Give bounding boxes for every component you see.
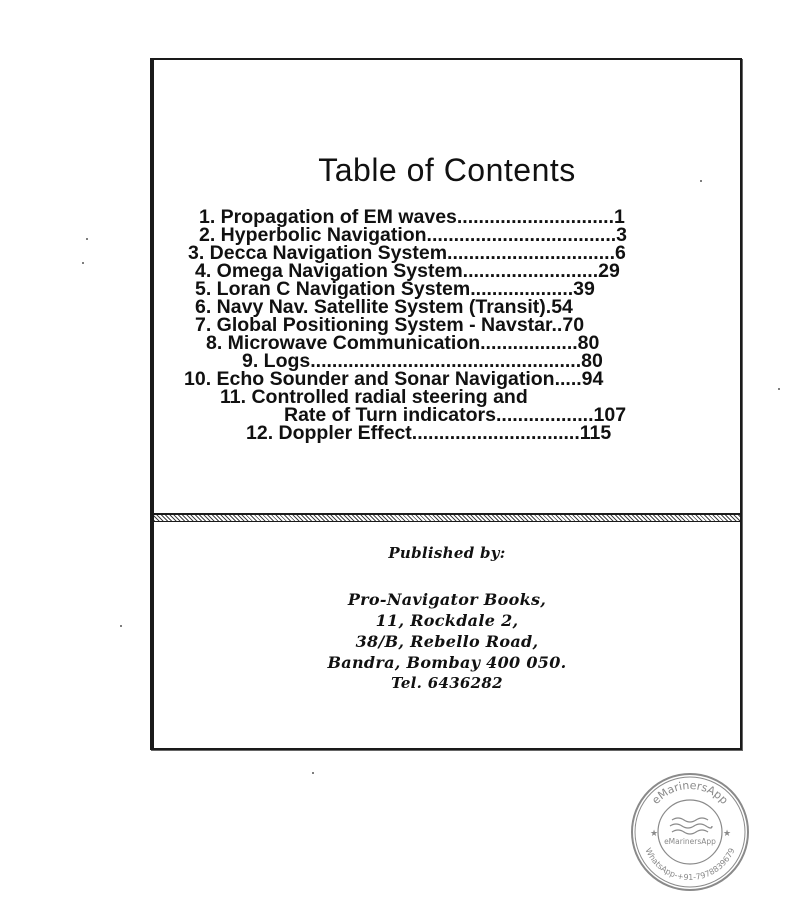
- toc-entry: Rate of Turn indicators..................107: [284, 404, 627, 426]
- publisher-line: Bandra, Bombay 400 050.: [327, 653, 567, 672]
- publisher-line: Pro-Navigator Books,: [347, 590, 547, 609]
- svg-text:eMarinersApp: [649, 779, 730, 807]
- section-divider: [154, 513, 740, 522]
- toc-entry: 5. Loran C Navigation System...................39: [195, 278, 595, 300]
- book-page-frame: [150, 58, 742, 750]
- toc-entry: 4. Omega Navigation System.........................29: [195, 260, 620, 282]
- publisher-line: 11, Rockdale 2,: [375, 611, 519, 630]
- toc-entry: 7. Global Positioning System - Navstar..70: [195, 314, 585, 336]
- stamp-star-icon: ★: [723, 828, 732, 838]
- toc-entry: 9. Logs..................................................80: [242, 350, 603, 372]
- toc-entry: 8. Microwave Communication..................80: [206, 332, 600, 354]
- toc-entry: 10. Echo Sounder and Sonar Navigation.....94: [184, 368, 604, 390]
- toc-entry: 1. Propagation of EM waves.............................1: [199, 206, 625, 228]
- stamp-top-text: eMarinersApp: [649, 778, 731, 807]
- stamp-center-text: eMarinersApp: [664, 837, 716, 846]
- stamp-star-icon: ★: [650, 828, 659, 838]
- publisher-line: 38/B, Rebello Road,: [355, 632, 539, 651]
- toc-entry: 6. Navy Nav. Satellite System (Transit).54: [195, 296, 573, 318]
- publisher-phone: Tel. 6436282: [391, 674, 503, 692]
- stamp-bottom-text: WhatsApp-+91-7978839679: [643, 846, 737, 883]
- toc-entry: 2. Hyperbolic Navigation...................................3: [199, 224, 628, 246]
- toc-title: Table of Contents: [318, 152, 576, 188]
- toc-entry: 3. Decca Navigation System...............................6: [188, 242, 626, 264]
- watermark-stamp: [628, 770, 752, 894]
- toc-entry: 12. Doppler Effect...............................115: [246, 422, 612, 444]
- publisher-heading: Published by:: [388, 544, 506, 562]
- toc-entry: 11. Controlled radial steering and: [220, 386, 528, 408]
